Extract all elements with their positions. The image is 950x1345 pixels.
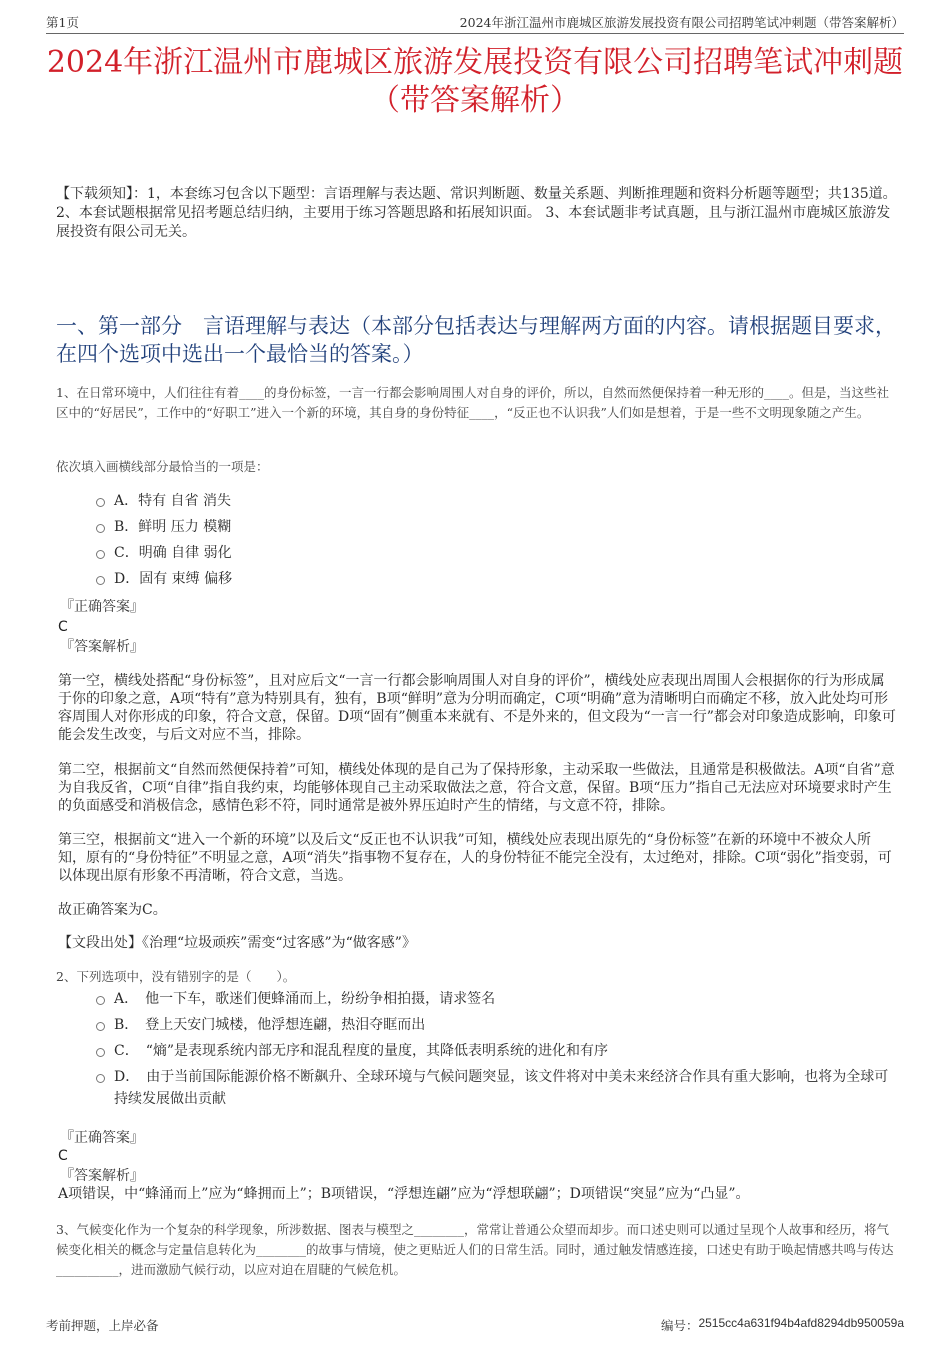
q2-analysis: A项错误，中“蜂涌而上”应为“蜂拥而上”；B项错误，“浮想连翩”应为“浮想联翩”；D项错误“突显”应为“凸显”。 xyxy=(58,1186,750,1202)
q1-options xyxy=(96,490,232,590)
q1-analysis-2: 第二空，根据前文“自然而然便保持着”可知，横线处体现的是自己为了保持形象，主动采取一些做法，且通常是积极做法。A项“自省”意为自我反省，C项“自律”指自我约束，均能够体现自己主动采取做法之意，符合文意，保留。B项“压力”指自己无法应对环境要求时产生的负面感受和消极信念，感情色彩不符，同时通常是被外界压迫时产生的情绪，与文意不符，排除。 xyxy=(58,762,895,814)
option-label: D． 由于当前国际能源价格不断飙升、全球环境与气候问题突显，该文件将对中美未来经济合作具有重大影响，也将为全球可持续发展做出贡献 xyxy=(114,1069,889,1107)
footer-code-label: 编号： xyxy=(660,1318,699,1333)
q3-stem: 3、气候变化作为一个复杂的科学现象，所涉数据、图表与模型之________，常常让普通公众望而却步。而口述史则可以通过呈现个人故事和经历，将气候变化相关的概念与定量信息转化为________的故事与情境，使之更贴近人们的日常生活。同时，通过触发情感连接，口述史有助于唤起情感共鸣与传达__________，进而激励气候行动，以应对迫在眉睫的气候危机。 xyxy=(56,1222,894,1277)
option-label: A．特有 自省 消失 xyxy=(114,493,232,509)
q1-stem: 1、在日常环境中，人们往往有着____的身份标签，一言一行都会影响周围人对自身的评价，所以，自然而然便保持着一种无形的____。但是，当这些社区中的“好居民”，工作中的“好职工”进入一个新的环境，其自身的身份特征____，“反正也不认识我”人们如是想着，于是一些不文明现象随之产生。 xyxy=(56,385,889,420)
q1-option-a[interactable] xyxy=(96,490,232,512)
q2-stem: 2、下列选项中，没有错别字的是（ ）。 xyxy=(56,969,296,984)
q2-answer-label: 『正确答案』 xyxy=(60,1130,144,1146)
q1-option-b[interactable] xyxy=(96,516,232,538)
footer-slogan: 考前押题，上岸必备 xyxy=(46,1318,159,1333)
option-label: A． 他一下车，歌迷们便蜂涌而上，纷纷争相拍摄，请求签名 xyxy=(114,991,496,1007)
section-heading: 一、第一部分 言语理解与表达（本部分包括表达与理解两方面的内容。请根据题目要求，在四个选项中选出一个最恰当的答案。） xyxy=(56,314,896,366)
radio-icon[interactable] xyxy=(96,498,105,507)
page-number: 第1页 xyxy=(46,15,79,30)
radio-icon[interactable] xyxy=(96,1048,105,1057)
q1-source: 【文段出处】《治理“垃圾顽疾”需变“过客感”为“做客感”》 xyxy=(58,935,416,951)
q2-option-b[interactable] xyxy=(96,1014,890,1036)
header-doc-title: 2024年浙江温州市鹿城区旅游发展投资有限公司招聘笔试冲刺题（带答案解析） xyxy=(459,15,904,30)
radio-icon[interactable] xyxy=(96,524,105,533)
q1-analysis-3: 第三空，根据前文“进入一个新的环境”以及后文“反正也不认识我”可知，横线处应表现出原先的“身份标签”在新的环境中不被众人所知，原有的“身份特征”不明显之意，A项“消失”指事物不复存在，人的身份特征不能完全没有，太过绝对，排除。C项“弱化”指变弱，可以体现出原有形象不再清晰，符合文意，当选。 xyxy=(58,832,892,884)
q2-options xyxy=(96,988,890,1110)
option-label: C． “熵”是表现系统内部无序和混乱程度的量度，其降低表明系统的进化和有序 xyxy=(114,1043,609,1059)
q1-answer-label: 『正确答案』 xyxy=(60,599,144,615)
footer-code-value: 2515cc4a631f94b4afd8294db950059a xyxy=(698,1316,904,1330)
header-divider xyxy=(46,33,904,34)
q1-analysis-1: 第一空，横线处搭配“身份标签”，且对应后文“一言一行都会影响周围人对自身的评价”，横线处应表现出周围人会根据你的行为形成属于你的印象之意，A项“特有”意为特别具有，独有，B项“鲜明”意为分明而确定，C项“明确”意为清晰明白而确定不移，放入此处均可形容周围人对你形成的印象，符合文意，保留。D项“固有”侧重本来就有、不是外来的，但文段为“一言一行”都会对印象造成影响，印象可能会发生改变，与后文对应不当，排除。 xyxy=(58,673,896,743)
radio-icon[interactable] xyxy=(96,996,105,1005)
option-label: B． 登上天安门城楼，他浮想连翩，热泪夺眶而出 xyxy=(114,1017,426,1033)
q1-prompt: 依次填入画横线部分最恰当的一项是： xyxy=(56,459,269,474)
q1-answer: C xyxy=(58,619,68,635)
q1-conclusion: 故正确答案为C。 xyxy=(58,902,167,918)
radio-icon[interactable] xyxy=(96,1074,105,1083)
footer-code xyxy=(661,1316,904,1334)
q1-analysis-label: 『答案解析』 xyxy=(60,639,144,655)
radio-icon[interactable] xyxy=(96,550,105,559)
document-title: 2024年浙江温州市鹿城区旅游发展投资有限公司招聘笔试冲刺题（带答案解析） xyxy=(46,45,904,118)
radio-icon[interactable] xyxy=(96,576,105,585)
option-label: D．固有 束缚 偏移 xyxy=(114,571,233,587)
q2-option-c[interactable] xyxy=(96,1040,890,1062)
download-notice: 【下载须知】：1，本套练习包含以下题型：言语理解与表达题、常识判断题、数量关系题、判断推理题和资料分析题等题型；共135道。 2、本套试题根据常见招考题总结归纳，主要用于练习答题思路和拓展知识面。 3、本套试题非考试真题，且与浙江温州市鹿城区旅游发展投资有限公司无关。 xyxy=(56,186,897,240)
q2-option-a[interactable] xyxy=(96,988,890,1010)
q2-analysis-label: 『答案解析』 xyxy=(60,1168,144,1184)
q1-option-c[interactable] xyxy=(96,542,232,564)
option-label: C．明确 自律 弱化 xyxy=(114,545,232,561)
q2-answer: C xyxy=(58,1148,68,1164)
radio-icon[interactable] xyxy=(96,1022,105,1031)
q1-option-d[interactable] xyxy=(96,568,232,590)
q2-option-d[interactable] xyxy=(96,1066,890,1110)
option-label: B．鲜明 压力 模糊 xyxy=(114,519,232,535)
